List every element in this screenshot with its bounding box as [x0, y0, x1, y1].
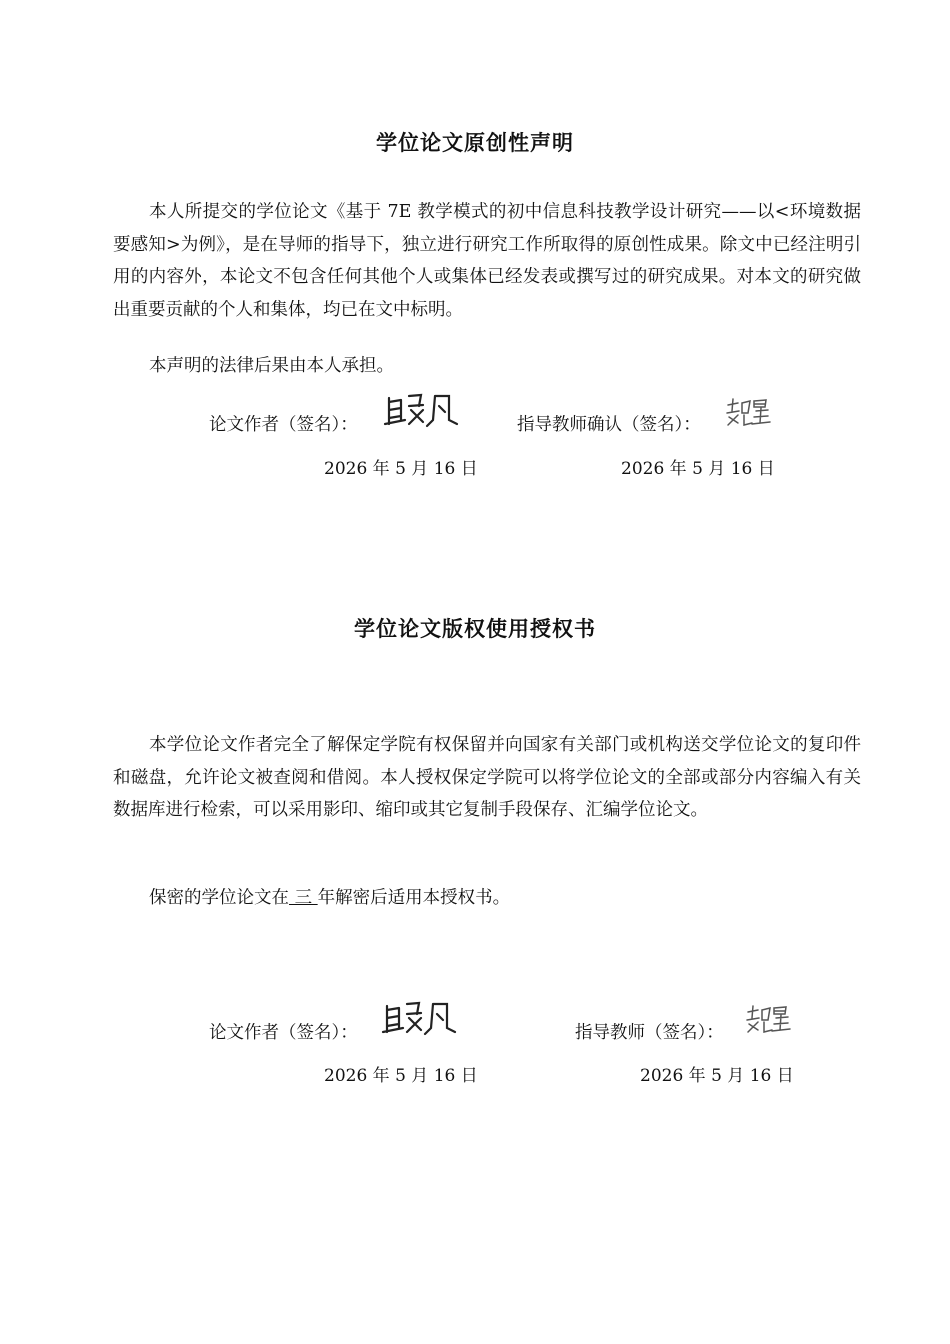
- advisor-signature-label-2: 指导教师（签名）：: [575, 1023, 724, 1043]
- advisor-confirm-signature-label: 指导教师确认（签名）：: [517, 415, 701, 435]
- confidentiality-years: 三: [289, 888, 318, 908]
- originality-title: 学位论文原创性声明: [376, 131, 574, 155]
- author-date-2: 2026 年 5 月 16 日: [324, 1066, 478, 1086]
- confidentiality-note: 保密的学位论文在 三 年解密后适用本授权书。: [149, 888, 511, 908]
- advisor-date: 2026 年 5 月 16 日: [621, 459, 775, 479]
- authorization-paragraph: 本学位论文作者完全了解保定学院有权保留并向国家有关部门或机构送交学位论文的复印件和磁盘，允许论文被查阅和借阅。本人授权保定学院可以将学位论文的全部或部分内容编入有关数据库进行检索，可以采用影印、缩印或其它复制手段保存、汇编学位论文。: [113, 735, 861, 820]
- advisor-signature-image-2: [744, 1002, 792, 1036]
- originality-paragraph: 本人所提交的学位论文《基于 7E 教学模式的初中信息科技教学设计研究——以<环境数据要感知>为例》，是在导师的指导下，独立进行研究工作所取得的原创性成果。除文中已经注明引用的内容外，本论文不包含任何其他个人或集体已经发表或撰写过的研究成果。对本文的研究做出重要贡献的个人和集体，均已在文中标明。: [113, 202, 861, 320]
- author-signature-image-2: [381, 998, 461, 1040]
- author-signature-label-2: 论文作者（签名）：: [209, 1023, 358, 1043]
- advisor-date-2: 2026 年 5 月 16 日: [640, 1066, 794, 1086]
- advisor-signature-image: [724, 395, 772, 429]
- author-signature-label: 论文作者（签名）：: [209, 415, 358, 435]
- author-signature-image: [383, 390, 463, 432]
- originality-legal-note: 本声明的法律后果由本人承担。: [149, 356, 394, 376]
- authorization-title: 学位论文版权使用授权书: [354, 617, 596, 641]
- author-date: 2026 年 5 月 16 日: [324, 459, 478, 479]
